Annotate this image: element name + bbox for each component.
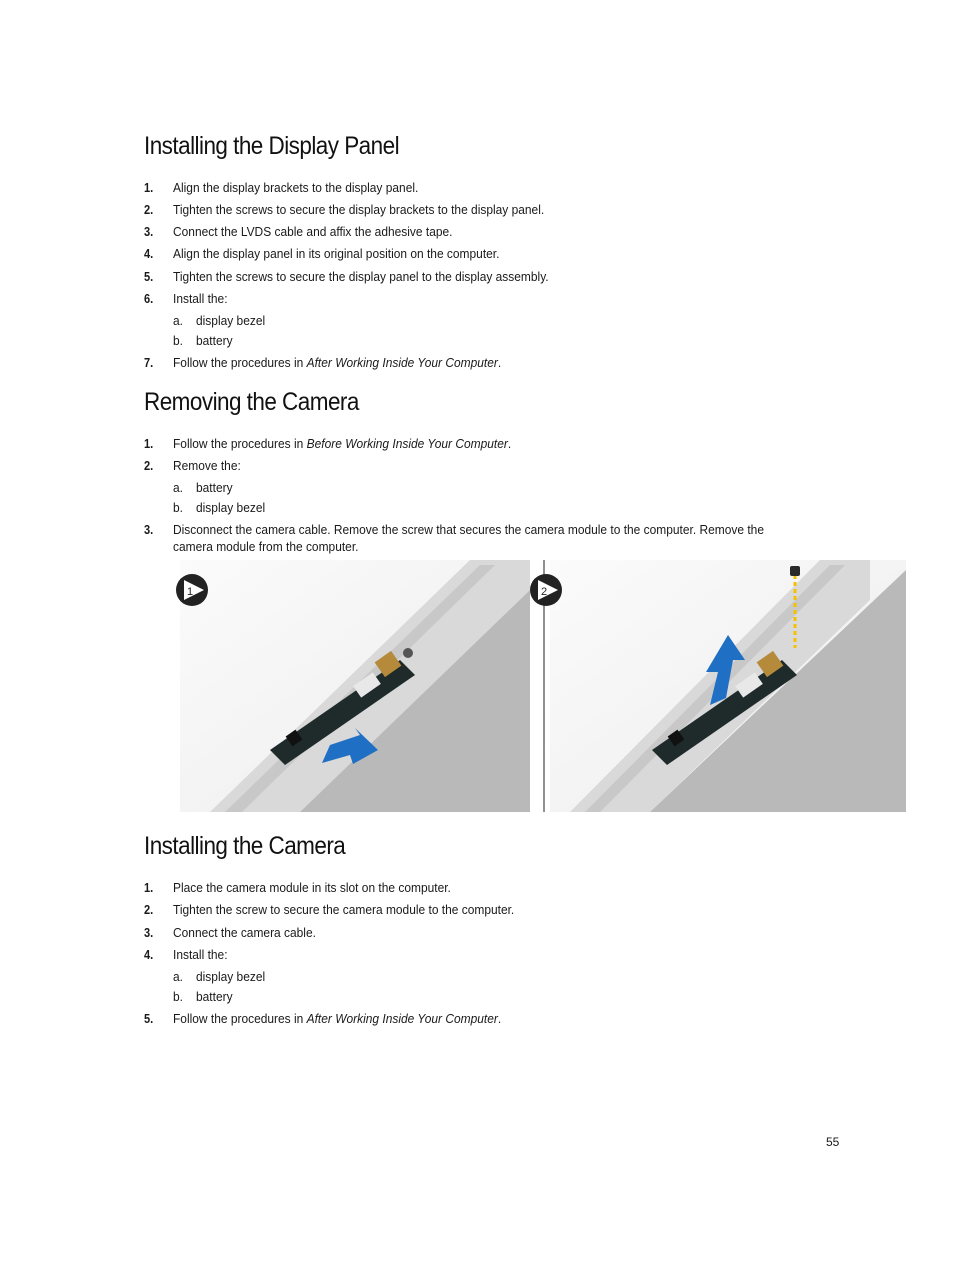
step-number: 1. xyxy=(144,880,154,895)
step-number: 1. xyxy=(144,180,154,195)
step-text: Follow the procedures in Before Working Inside Your Computer. xyxy=(173,436,512,451)
step-number: 4. xyxy=(144,947,154,962)
step-number: 7. xyxy=(144,355,154,370)
sub-item-letter: a. xyxy=(173,480,183,495)
figure-panel-2 xyxy=(530,560,906,812)
step-number: 2. xyxy=(144,202,154,217)
step xyxy=(144,1010,834,1027)
section-title-removing-camera: Removing the Camera xyxy=(144,388,359,416)
sub-item-text: battery xyxy=(196,333,233,348)
step-text: Remove the: xyxy=(173,458,241,473)
sub-item xyxy=(173,968,271,985)
step xyxy=(144,946,834,963)
sub-item-letter: a. xyxy=(173,969,183,984)
sub-item-letter: b. xyxy=(173,333,183,348)
step-text: Align the display brackets to the display panel. xyxy=(173,180,419,195)
step-number: 3. xyxy=(144,522,154,537)
step-text: Tighten the screws to secure the display panel to the display assembly. xyxy=(173,269,549,284)
sub-item-letter: b. xyxy=(173,989,183,1004)
step xyxy=(144,879,834,896)
step-text: Place the camera module in its slot on the computer. xyxy=(173,880,451,895)
step-text: Tighten the screw to secure the camera module to the computer. xyxy=(173,902,515,917)
step-text: Connect the camera cable. xyxy=(173,925,316,940)
reference-link: After Working Inside Your Computer xyxy=(306,355,498,370)
sub-item xyxy=(173,312,271,329)
step-text: Connect the LVDS cable and affix the adhesive tape. xyxy=(173,224,453,239)
step-number: 4. xyxy=(144,246,154,261)
step-number: 1. xyxy=(144,436,154,451)
step xyxy=(144,223,834,240)
step-number: 2. xyxy=(144,902,154,917)
step xyxy=(144,457,834,474)
step-text: Tighten the screws to secure the display brackets to the display panel. xyxy=(173,202,545,217)
step xyxy=(144,435,834,452)
camera-removal-figure xyxy=(170,560,906,812)
page-number: 55 xyxy=(826,1135,840,1149)
sub-item xyxy=(173,332,236,349)
figure-panel-label: 1 xyxy=(187,586,194,598)
step xyxy=(144,924,834,941)
step xyxy=(144,179,834,196)
reference-link: After Working Inside Your Computer xyxy=(306,1011,498,1026)
step xyxy=(144,354,834,371)
step-text: Follow the procedures in After Working Inside Your Computer. xyxy=(173,1011,502,1026)
step-number: 3. xyxy=(144,224,154,239)
step-number: 5. xyxy=(144,1011,154,1026)
figure-panel-1 xyxy=(170,560,530,812)
sub-item-text: display bezel xyxy=(196,313,266,328)
sub-item-letter: b. xyxy=(173,500,183,515)
sub-item-text: battery xyxy=(196,989,233,1004)
step xyxy=(144,201,834,218)
step-text-continued: camera module from the computer. xyxy=(173,539,359,554)
step-number: 5. xyxy=(144,269,154,284)
step-text: Install the: xyxy=(173,947,228,962)
step xyxy=(144,521,834,538)
reference-link: Before Working Inside Your Computer xyxy=(306,436,508,451)
section-title-installing-camera: Installing the Camera xyxy=(144,832,346,860)
sub-item-text: battery xyxy=(196,480,233,495)
step xyxy=(144,290,834,307)
step xyxy=(144,901,834,918)
screw-icon xyxy=(790,566,800,576)
step-text: Follow the procedures in After Working Inside Your Computer. xyxy=(173,355,502,370)
sub-item xyxy=(173,988,236,1005)
step xyxy=(144,538,834,555)
step-number: 3. xyxy=(144,925,154,940)
sub-item xyxy=(173,499,271,516)
sub-item xyxy=(173,479,236,496)
step-text: Install the: xyxy=(173,291,228,306)
figure-panel-label: 2 xyxy=(541,586,548,598)
step-text: Align the display panel in its original position on the computer. xyxy=(173,246,500,261)
section-title-installing-display-panel: Installing the Display Panel xyxy=(144,132,400,160)
sub-item-letter: a. xyxy=(173,313,183,328)
sub-item-text: display bezel xyxy=(196,500,266,515)
step-number: 2. xyxy=(144,458,154,473)
step xyxy=(144,268,834,285)
step-text: Disconnect the camera cable. Remove the screw that secures the camera module to the computer. Remove the xyxy=(173,522,764,537)
sub-item-text: display bezel xyxy=(196,969,266,984)
step xyxy=(144,245,834,262)
step-number: 6. xyxy=(144,291,154,306)
